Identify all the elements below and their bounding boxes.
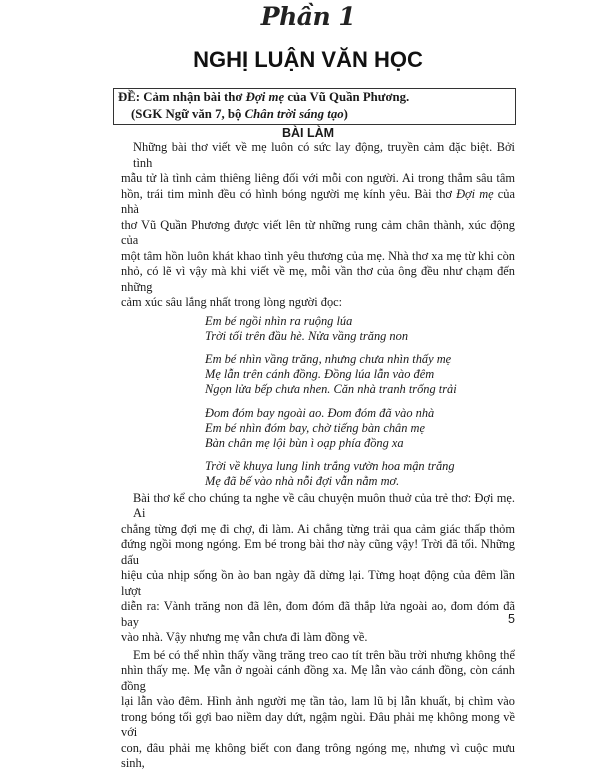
text-line: Những bài thơ viết về mẹ luôn có sức lay động, truyền cảm đặc biệt. Bởi tình <box>133 140 515 170</box>
poem-line: Em bé nhìn đóm bay, chờ tiếng bàn chân mẹ <box>205 420 425 435</box>
text-line: cảm xúc sâu lắng nhất trong lòng người đọc: <box>121 295 343 309</box>
poem-stanza <box>121 352 515 398</box>
poem-line: Em bé nhìn vầng trăng, nhưng chưa nhìn thấy mẹ <box>205 351 452 366</box>
poem-stanza <box>121 314 515 344</box>
text-line: mẫu tử là tình cảm thiêng liêng đối với mỗi con người. Ai trong thẳm sâu tâm <box>121 171 515 185</box>
prompt-text: (SGK Ngữ văn 7, bộ <box>131 107 245 121</box>
text-line: trong bóng tối gợi bao niềm day dứt, ngậm ngùi. Đâu phải mẹ không mong về với <box>121 709 515 740</box>
poem-line: Em bé ngồi nhìn ra ruộng lúa <box>205 313 353 328</box>
text-line: một tâm hồn luôn khát khao tình yêu thương của mẹ. Nhà thơ xa mẹ từ khi còn <box>121 248 515 263</box>
text-span: hồn, trái tim mình đều có hình bóng người mẹ kính yêu. Bài thơ <box>121 186 457 201</box>
textbook-series: Chân trời sáng tạo <box>244 107 344 121</box>
text-line: hiệu của nhịp sống ồn ào ban ngày đã dừng lại. Từng hoạt động của đêm lần lượt <box>121 568 515 598</box>
section-title: NGHỊ LUẬN VĂN HỌC <box>193 47 423 72</box>
text-line: đứng ngồi mong ngóng. Em bé trong bài thơ này cũng vậy! Trời đã tối. Những dấu <box>121 537 515 567</box>
part-heading: Phần 1 <box>260 2 356 31</box>
poem-line: Mẹ đã bế vào nhà nỗi đợi vẫn nằm mơ. <box>205 474 400 489</box>
poem-title: Đợi mẹ <box>456 186 494 201</box>
poem-line: Trời tối trên đầu hè. Nửa vầng trăng non <box>205 328 409 343</box>
text-line: nhỏ, có lẽ vì vậy mà khi viết về mẹ, mỗi vần thơ của ông đều như chạm đến những <box>121 264 515 294</box>
essay-prompt-box <box>113 88 516 125</box>
prompt-text: của Vũ Quần Phương. <box>284 90 410 104</box>
text-line: thơ Vũ Quần Phương được viết lên từ những rung cảm chân thành, xúc động của <box>121 217 515 247</box>
poem-line: Trời về khuya lung linh trắng vườn hoa mận trắng <box>205 459 455 474</box>
text-line: Bài thơ kể cho chúng ta nghe về câu chuyện muôn thuở của trẻ thơ: Đợi mẹ. Ai <box>133 490 515 521</box>
text-line: diễn ra: Vành trăng non đã lên, đom đóm đã thắp lửa ngoài ao, đom đóm đã bay <box>121 599 515 629</box>
text-line: chẳng từng đợi mẹ đi chợ, đi làm. Ai chẳng từng trải qua cảm giác thấp thỏm <box>121 521 515 536</box>
text-span: của nhà <box>121 186 515 216</box>
poem-line: Đom đóm bay ngoài ao. Đom đóm đã vào nhà <box>205 405 435 420</box>
prompt-line-1 <box>118 89 515 106</box>
poem-line: Mẹ lẫn trên cánh đồng. Đồng lúa lẫn vào đêm <box>205 367 435 382</box>
prompt-line-2 <box>118 106 515 123</box>
poem-stanza <box>121 406 515 452</box>
poem-line: Ngọn lửa bếp chưa nhen. Căn nhà tranh trống trải <box>205 382 457 397</box>
text-line: Em bé có thể nhìn thấy vầng trăng treo cao tít trên bầu trời nhưng không thể <box>133 647 515 662</box>
text-line: con, đâu phải mẹ không biết con đang trông ngóng mẹ, nhưng vì cuộc mưu sinh, <box>121 740 515 771</box>
poem-stanza <box>121 459 515 489</box>
text-line: nhìn thấy mẹ. Mẹ vẫn ở ngoài cánh đồng xa. Mẹ lẫn vào cánh đồng, còn cánh đồng <box>121 663 515 693</box>
poem-title: Đợi mẹ <box>245 90 285 104</box>
text-line: lại lẫn vào đêm. Hình ảnh người mẹ tần tảo, lam lũ bị lẫn khuất, bị chìm vào <box>121 694 515 709</box>
text-line: vào nhà. Vậy nhưng mẹ vẫn chưa đi làm đồng về. <box>121 630 368 645</box>
prompt-text: ) <box>343 107 348 121</box>
essay-body <box>121 140 515 772</box>
text-line <box>121 187 515 218</box>
poem-line: Bàn chân mẹ lội bùn ì oạp phía đồng xa <box>205 435 404 450</box>
page-number: 5 <box>508 612 515 626</box>
answer-heading: BÀI LÀM <box>281 126 335 140</box>
prompt-text: ĐỀ: Cảm nhận bài thơ <box>118 90 246 104</box>
